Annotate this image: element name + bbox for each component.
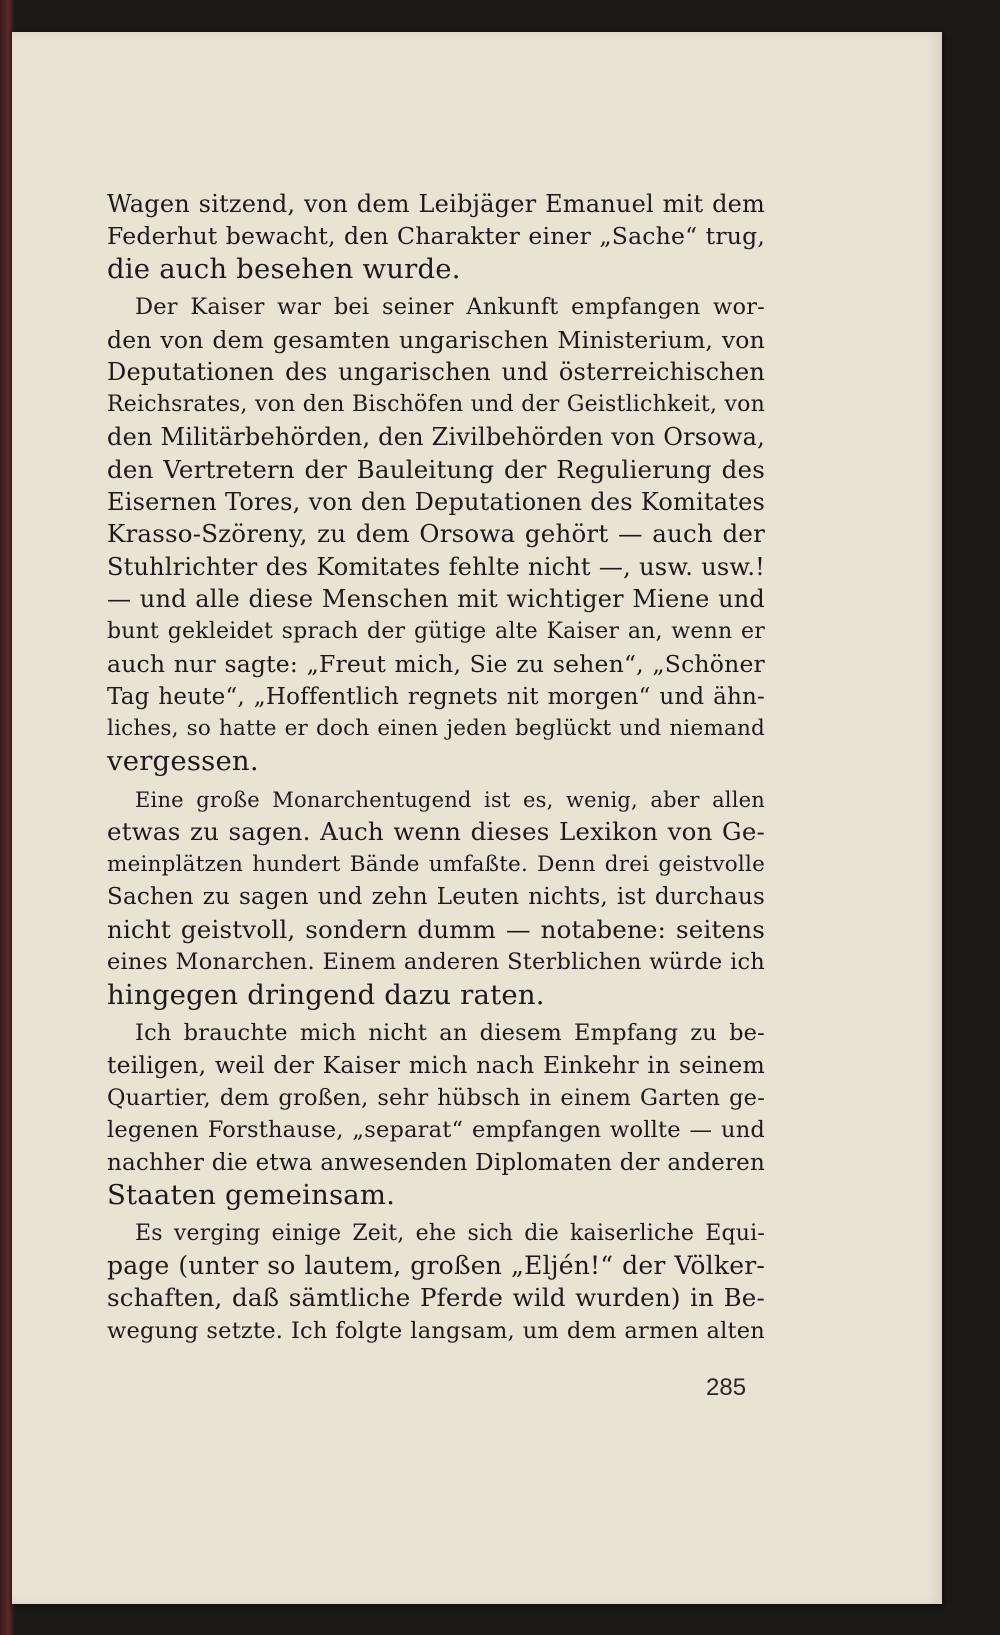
text-line: Tag heute“, „Hoffentlich regnets nit morgen“ und ähn- <box>107 683 765 710</box>
text-line: Reichsrates, von den Bischöfen und der Geistlichkeit, von <box>107 391 765 417</box>
text-line: — und alle diese Menschen mit wichtiger Miene und <box>107 585 765 614</box>
text-line: die auch besehen wurde. <box>107 252 461 285</box>
text-line: auch nur sagte: „Freut mich, Sie zu sehen“, „Schöner <box>107 650 765 679</box>
text-line: den Vertretern der Bauleitung der Regulierung des <box>107 454 765 484</box>
text-line: schaften, daß sämtliche Pferde wild wurden) in Be- <box>107 1283 765 1313</box>
text-line: Staaten gemeinsam. <box>107 1179 396 1212</box>
book-page <box>12 32 942 1604</box>
text-line: Ich brauchte mich nicht an diesem Empfang zu be- <box>135 1019 765 1046</box>
text-line: meinplätzen hundert Bände umfaßte. Denn drei geistvolle <box>107 851 765 877</box>
text-line: den Militärbehörden, den Zivilbehörden von Orsowa, <box>107 423 765 452</box>
text-line: Quartier, dem großen, sehr hübsch in einem Garten ge- <box>107 1084 765 1111</box>
text-line: Es verging einige Zeit, ehe sich die kaiserliche Equi- <box>135 1220 765 1246</box>
text-line: den von dem gesamten ungarischen Ministerium, von <box>107 325 765 354</box>
text-line: wegung setzte. Ich folgte langsam, um dem armen alten <box>107 1317 765 1344</box>
text-line: etwas zu sagen. Auch wenn dieses Lexikon von Ge- <box>107 817 765 847</box>
text-line: bunt gekleidet sprach der gütige alte Kaiser an, wenn er <box>107 618 765 644</box>
text-line: Eine große Monarchentugend ist es, wenig, aber allen <box>135 787 765 812</box>
text-line: Deputationen des ungarischen und österreichischen <box>107 358 765 387</box>
text-line: legenen Forsthause, „separat“ empfangen wollte — und <box>107 1117 765 1144</box>
text-line: Der Kaiser war bei seiner Ankunft empfangen wor- <box>135 294 765 321</box>
text-line: vergessen. <box>107 745 259 778</box>
text-line: Federhut bewacht, den Charakter einer „Sache“ trug, <box>107 222 765 251</box>
text-line: Stuhlrichter des Komitates fehlte nicht —, usw. usw.! <box>107 552 765 581</box>
text-line: teiligen, weil der Kaiser mich nach Einkehr in seinem <box>107 1051 765 1080</box>
text-line: hingegen dringend dazu raten. <box>107 978 545 1011</box>
page-number: 285 <box>706 1374 747 1401</box>
text-line: Wagen sitzend, von dem Leibjäger Emanuel mit dem <box>107 190 765 218</box>
text-line: eines Monarchen. Einem anderen Sterblichen würde ich <box>107 949 765 976</box>
page-text <box>107 188 765 1347</box>
text-line: Sachen zu sagen und zehn Leuten nichts, ist durchaus <box>107 884 765 911</box>
text-line: Eisernen Tores, von den Deputationen des Komitates <box>107 487 765 516</box>
text-line: page (unter so lautem, großen „Eljén!“ der Völker- <box>107 1251 765 1280</box>
text-line: nachher die etwa anwesenden Diplomaten der anderen <box>107 1149 765 1176</box>
text-line: liches, so hatte er doch einen jeden beglückt und niemand <box>107 716 765 741</box>
text-line: Krasso-Szöreny, zu dem Orsowa gehört — auch der <box>107 519 765 549</box>
text-line: nicht geistvoll, sondern dumm — notabene: seitens <box>107 914 765 944</box>
